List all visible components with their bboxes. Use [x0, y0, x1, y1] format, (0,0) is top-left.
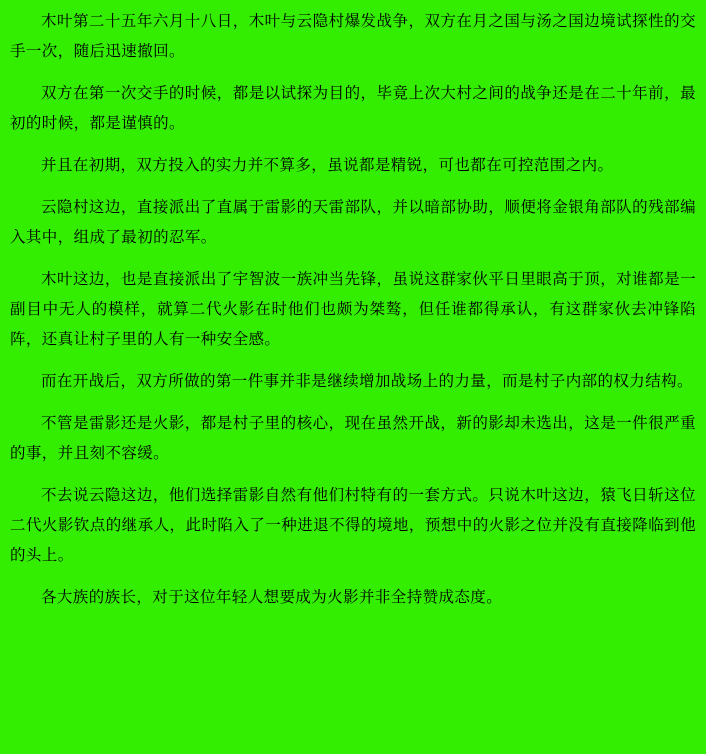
paragraph: 木叶这边，也是直接派出了宇智波一族冲当先锋，虽说这群家伙平日里眼高于顶，对谁都是一副目中无人的模样，就算二代火影在时他们也颇为桀骜，但任谁都得承认，有这群家伙去冲锋陷阵，还真让村子里的人有一种安全感。 [10, 270, 696, 348]
paragraph: 云隐村这边，直接派出了直属于雷影的天雷部队，并以暗部协助，顺便将金银角部队的残部编入其中，组成了最初的忍军。 [10, 198, 696, 246]
paragraph: 各大族的族长，对于这位年轻人想要成为火影并非全持赞成态度。 [41, 588, 503, 606]
paragraph: 双方在第一次交手的时候，都是以试探为目的，毕竟上次大村之间的战争还是在二十年前，最初的时候，都是谨慎的。 [10, 84, 696, 132]
paragraph: 而在开战后，双方所做的第一件事并非是继续增加战场上的力量，而是村子内部的权力结构。 [41, 372, 693, 390]
paragraph: 木叶第二十五年六月十八日，木叶与云隐村爆发战争，双方在月之国与汤之国边境试探性的交手一次，随后迅速撤回。 [10, 12, 696, 60]
paragraph: 不去说云隐这边，他们选择雷影自然有他们村特有的一套方式。只说木叶这边，猿飞日斩这位二代火影钦点的继承人，此时陷入了一种进退不得的境地，预想中的火影之位并没有直接降临到他的头上。 [10, 486, 696, 564]
paragraph: 不管是雷影还是火影，都是村子里的核心，现在虽然开战，新的影却未选出，这是一件很严重的事，并且刻不容缓。 [10, 414, 696, 462]
paragraph: 并且在初期，双方投入的实力并不算多，虽说都是精锐，可也都在可控范围之内。 [41, 156, 614, 174]
